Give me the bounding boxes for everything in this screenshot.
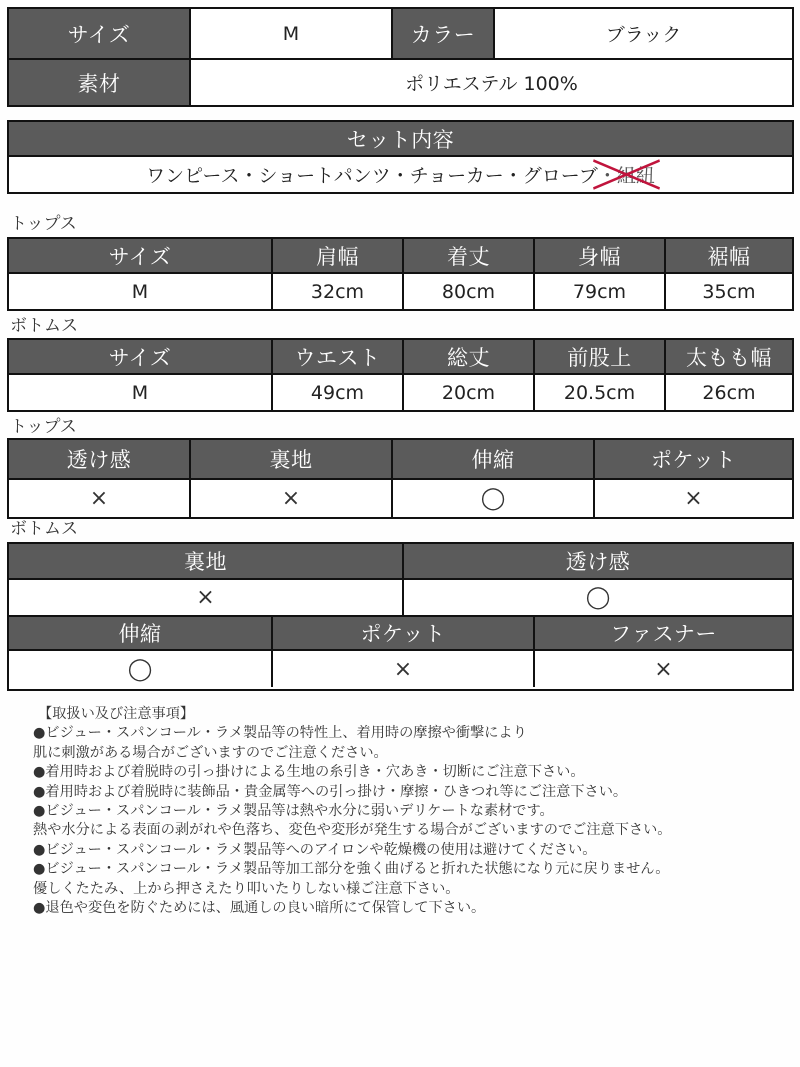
strike-x-icon bbox=[592, 157, 661, 192]
tops-features-table bbox=[7, 438, 794, 519]
color-value: ブラック bbox=[493, 9, 792, 58]
bottoms-feature-value-zipper: × bbox=[533, 651, 792, 687]
size-label: サイズ bbox=[9, 9, 189, 58]
bottoms-size-value-waist: 49cm bbox=[271, 375, 402, 410]
care-note-line: ●着用時および着脱時の引っ掛けによる生地の糸引き・穴あき・切断にご注意下さい。 bbox=[33, 764, 585, 781]
bottoms-feature-header-stretch: 伸縮 bbox=[9, 617, 271, 649]
bottoms-feature-header-pocket: ポケット bbox=[271, 617, 533, 649]
bottoms-size-table bbox=[7, 338, 794, 412]
material-value: ポリエステル 100% bbox=[189, 60, 792, 105]
care-note-line: 熱や水分による表面の剥がれや色落ち、変色や変形が発生する場合がございますのでご注意下さい。 bbox=[33, 822, 672, 839]
bottoms-size-section-label: ボトムス bbox=[10, 316, 78, 336]
tops-size-header-hem: 裾幅 bbox=[664, 239, 792, 272]
material-label: 素材 bbox=[9, 60, 189, 105]
bottoms-size-header-waist: ウエスト bbox=[271, 340, 402, 373]
tops-feature-value-stretch: ◯ bbox=[391, 480, 593, 517]
bottoms-size-value-total-length: 20cm bbox=[402, 375, 533, 410]
tops-feature-header-pocket: ポケット bbox=[593, 440, 792, 478]
care-note-line: ●着用時および着脱時に装飾品・貴金属等への引っ掛け・摩擦・ひきつれ等にご注意下さい。 bbox=[33, 783, 628, 800]
bottoms-feature-value-lining: × bbox=[9, 580, 402, 615]
tops-size-header-length: 着丈 bbox=[402, 239, 533, 272]
tops-feature-value-sheer: × bbox=[9, 480, 189, 517]
spec-table bbox=[7, 7, 794, 107]
bottoms-size-value-thigh: 26cm bbox=[664, 375, 792, 410]
set-contents-header: セット内容 bbox=[9, 122, 792, 155]
care-note-line: ●ビジュー・スパンコール・ラメ製品等加工部分を強く曲げると折れた状態になり元に戻りません。 bbox=[33, 861, 670, 878]
tops-features-section-label: トップス bbox=[10, 417, 77, 437]
struck-item bbox=[598, 161, 655, 188]
tops-size-section-label: トップス bbox=[10, 214, 77, 234]
tops-size-table bbox=[7, 237, 794, 311]
care-notes-title: 【取扱い及び注意事項】 bbox=[38, 706, 195, 722]
tops-size-header-width: 身幅 bbox=[533, 239, 664, 272]
bottoms-size-header-size: サイズ bbox=[9, 340, 271, 373]
care-notes bbox=[33, 705, 793, 918]
tops-size-value-size: M bbox=[9, 274, 271, 309]
tops-size-value-shoulder: 32cm bbox=[271, 274, 402, 309]
set-contents-value bbox=[9, 157, 792, 192]
tops-size-header-size: サイズ bbox=[9, 239, 271, 272]
bottoms-feature-value-pocket: × bbox=[271, 651, 533, 687]
struck-item-text: ・組紐 bbox=[597, 165, 655, 187]
size-value: M bbox=[189, 9, 391, 58]
bottoms-size-header-front-rise: 前股上 bbox=[533, 340, 664, 373]
tops-feature-value-lining: × bbox=[189, 480, 391, 517]
care-note-line: 肌に刺激がある場合がございますのでご注意ください。 bbox=[33, 744, 388, 761]
tops-feature-value-pocket: × bbox=[593, 480, 792, 517]
care-note-line: ●退色や変色を防ぐためには、風通しの良い暗所にて保管して下さい。 bbox=[33, 900, 486, 917]
bottoms-feature-header-sheer: 透け感 bbox=[402, 544, 792, 578]
tops-size-header-shoulder: 肩幅 bbox=[271, 239, 402, 272]
bottoms-feature-value-sheer: ◯ bbox=[402, 580, 792, 615]
bottoms-features-section-label: ボトムス bbox=[10, 519, 78, 539]
bottoms-features-table bbox=[7, 542, 794, 691]
bottoms-feature-value-stretch: ◯ bbox=[9, 651, 271, 687]
bottoms-size-value-front-rise: 20.5cm bbox=[533, 375, 664, 410]
care-note-line: ●ビジュー・スパンコール・ラメ製品等は熱や水分に弱いデリケートな素材です。 bbox=[33, 803, 554, 820]
bottoms-feature-header-zipper: ファスナー bbox=[533, 617, 792, 649]
bottoms-size-header-thigh: 太もも幅 bbox=[664, 340, 792, 373]
care-note-line: ●ビジュー・スパンコール・ラメ製品等へのアイロンや乾燥機の使用は避けてください。 bbox=[33, 841, 597, 858]
tops-feature-header-sheer: 透け感 bbox=[9, 440, 189, 478]
bottoms-size-header-total-length: 総丈 bbox=[402, 340, 533, 373]
set-items-text: ワンピース・ショートパンツ・チョーカー・グローブ bbox=[146, 165, 598, 187]
tops-feature-header-stretch: 伸縮 bbox=[391, 440, 593, 478]
color-label: カラー bbox=[391, 9, 493, 58]
set-contents-table bbox=[7, 120, 794, 194]
care-note-line: ●ビジュー・スパンコール・ラメ製品等の特性上、着用時の摩擦や衝撃により bbox=[33, 725, 527, 742]
care-note-line: 優しくたたみ、上から押さえたり叩いたりしない様ご注意下さい。 bbox=[33, 880, 460, 897]
tops-size-value-length: 80cm bbox=[402, 274, 533, 309]
bottoms-feature-header-lining: 裏地 bbox=[9, 544, 402, 578]
bottoms-size-value-size: M bbox=[9, 375, 271, 410]
tops-feature-header-lining: 裏地 bbox=[189, 440, 391, 478]
tops-size-value-width: 79cm bbox=[533, 274, 664, 309]
tops-size-value-hem: 35cm bbox=[664, 274, 792, 309]
